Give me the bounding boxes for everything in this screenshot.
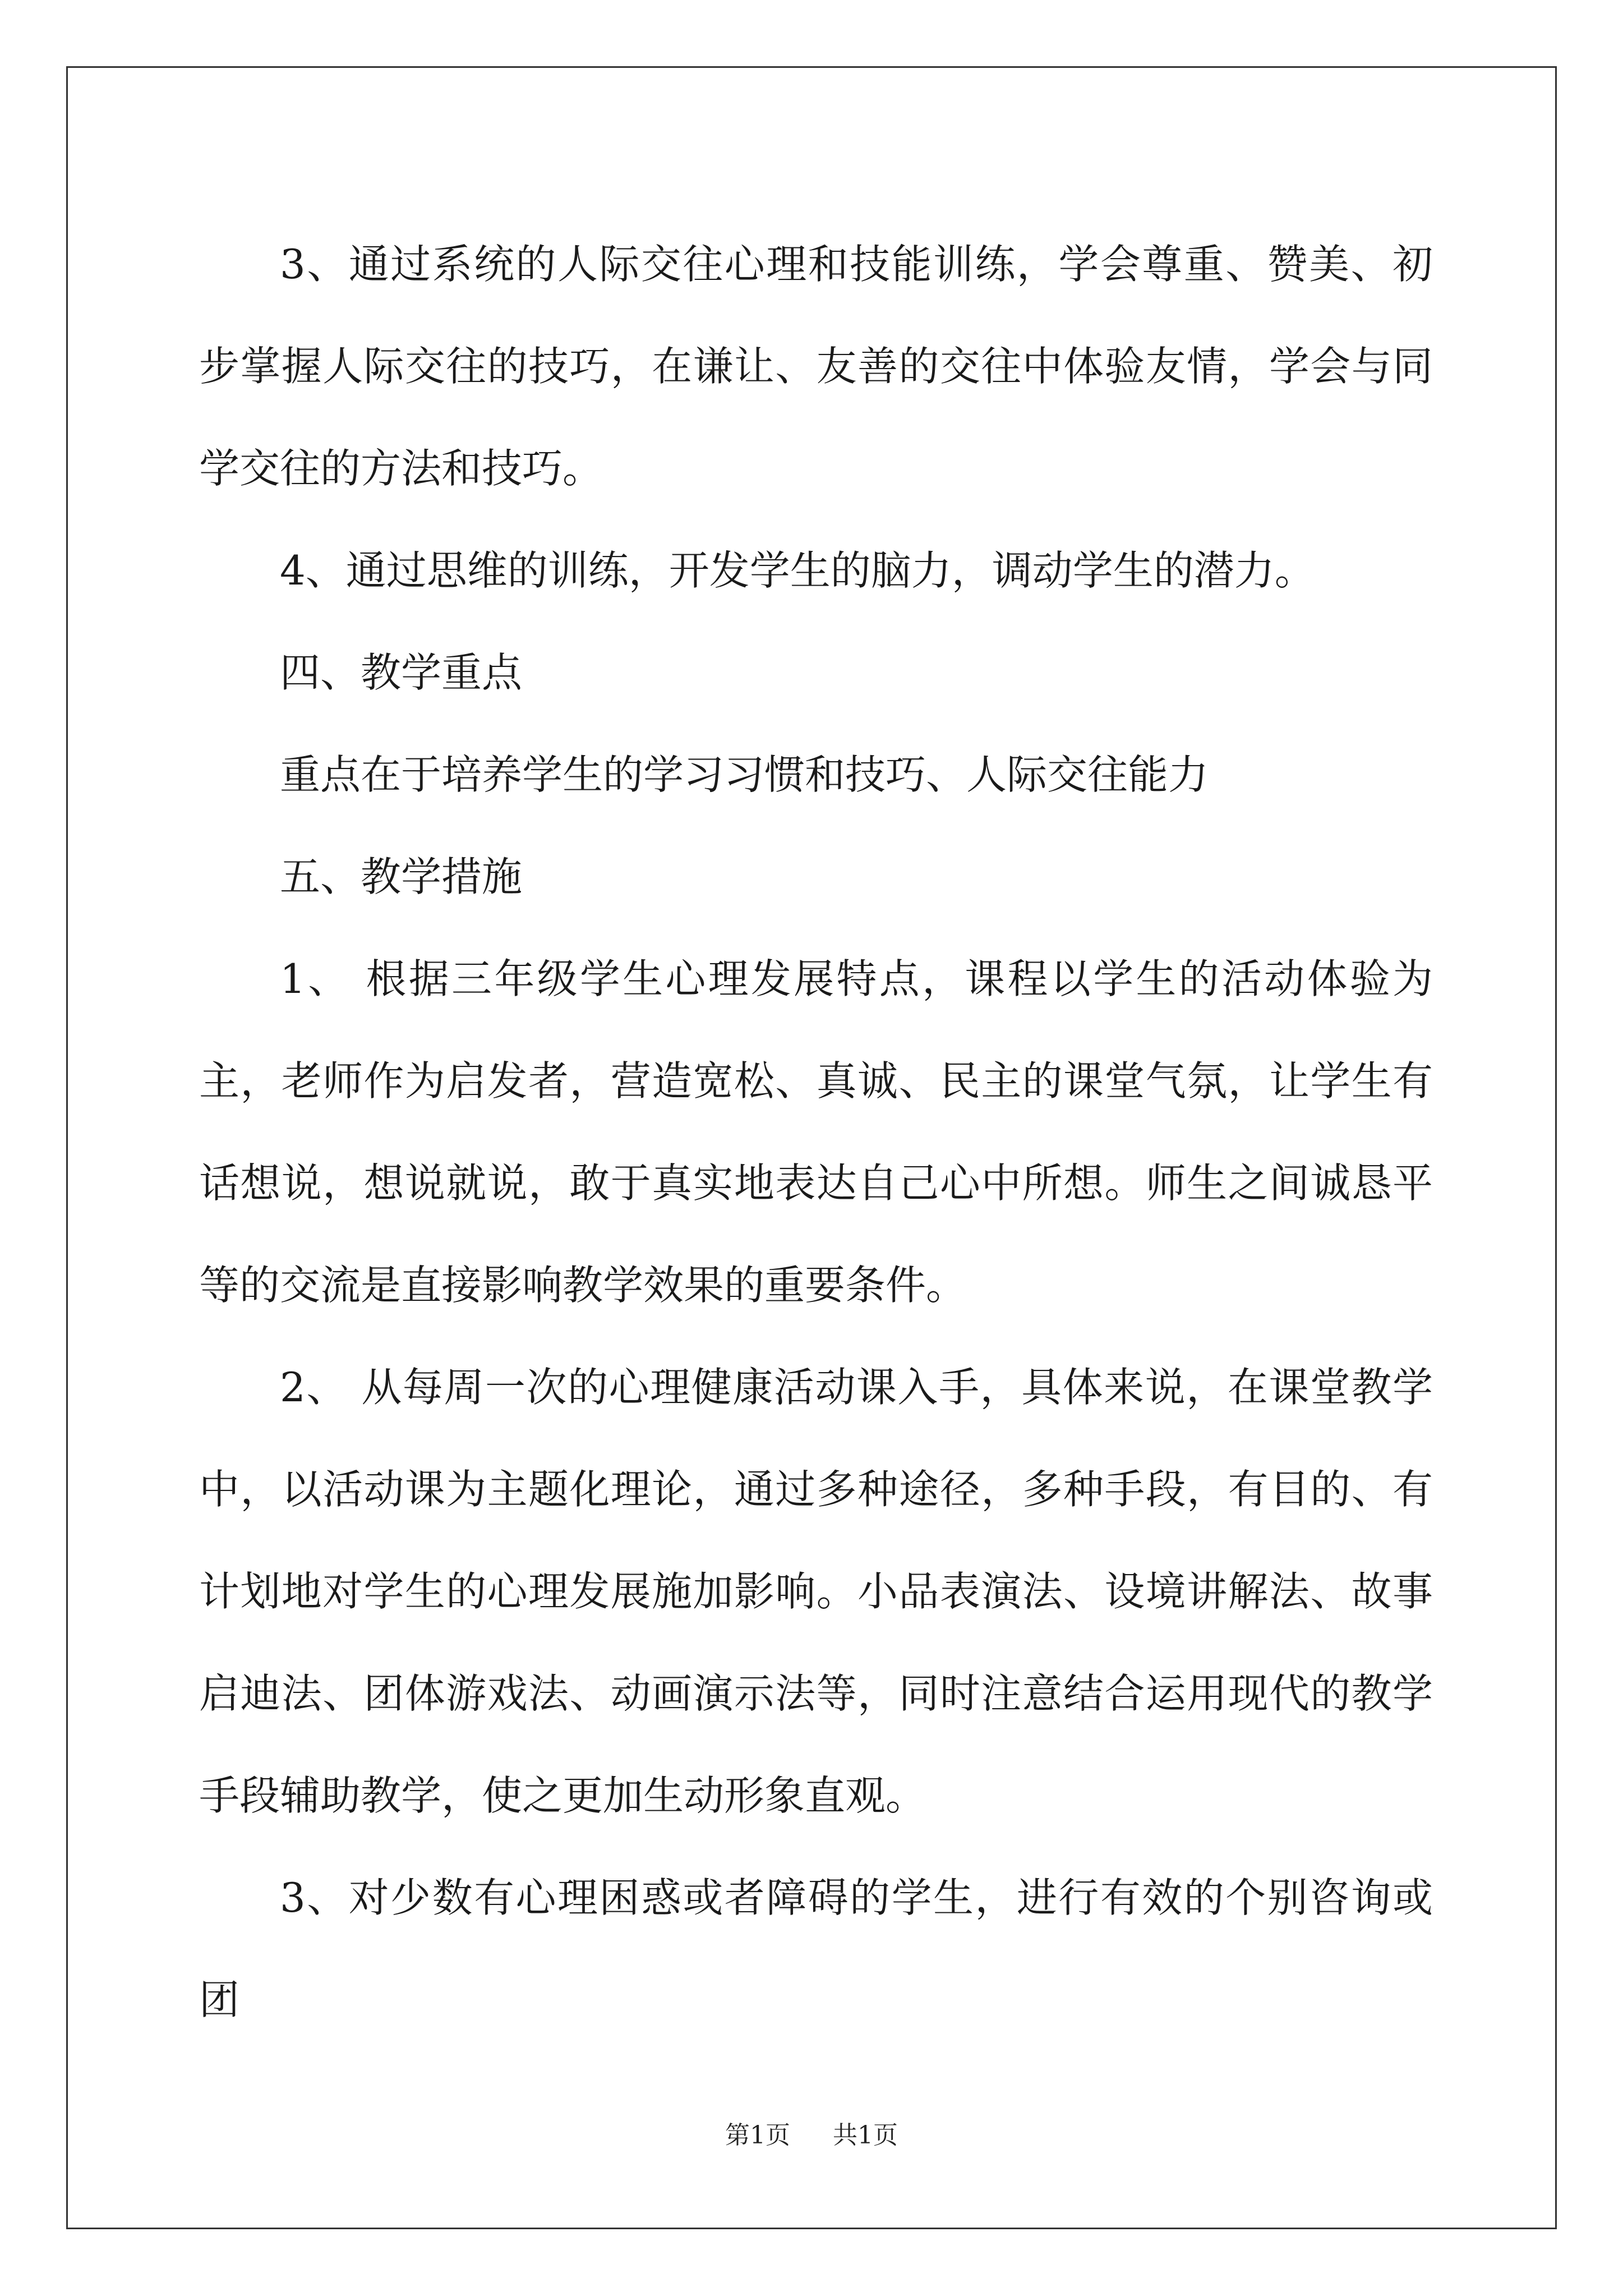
page-number: 第1页: [725, 2121, 790, 2150]
heading-teaching-focus: 四、教学重点: [280, 649, 523, 696]
heading-teaching-measures: 五、教学措施: [280, 853, 523, 900]
paragraph-measure-3: 3、对少数有心理困惑或者障碍的学生，进行有效的个别咨询或团: [199, 1874, 1433, 2023]
paragraph-teaching-focus: 重点在于培养学生的学习习惯和技巧、人际交往能力: [280, 751, 1209, 798]
paragraph-goal-4: 4、通过思维的训练，开发学生的脑力，调动学生的潜力。: [280, 547, 1315, 594]
document-body: [199, 213, 1433, 2051]
paragraph-measure-1: 1、 根据三年级学生心理发展特点，课程以学生的活动体验为主，老师作为启发者，营造宽松、真诚、民主的课堂气氛，让学生有话想说，想说就说，敢于真实地表达自己心中所想。师生之间诚恳平等的交流是直接影响教学效果的重要条件。: [199, 955, 1433, 1309]
page-footer: [0, 2115, 1623, 2151]
paragraph-measure-2: 2、 从每周一次的心理健康活动课入手，具体来说，在课堂教学中，以活动课为主题化理论，通过多种途径，多种手段，有目的、有计划地对学生的心理发展施加影响。小品表演法、设境讲解法、故事启迪法、团体游戏法、动画演示法等，同时注意结合运用现代的教学手段辅助教学，使之更加生动形象直观。: [199, 1364, 1433, 1819]
page-total: 共1页: [833, 2121, 898, 2150]
paragraph-goal-3: 3、通过系统的人际交往心理和技能训练，学会尊重、赞美、初步掌握人际交往的技巧，在谦让、友善的交往中体验友情，学会与同学交往的方法和技巧。: [199, 241, 1433, 492]
